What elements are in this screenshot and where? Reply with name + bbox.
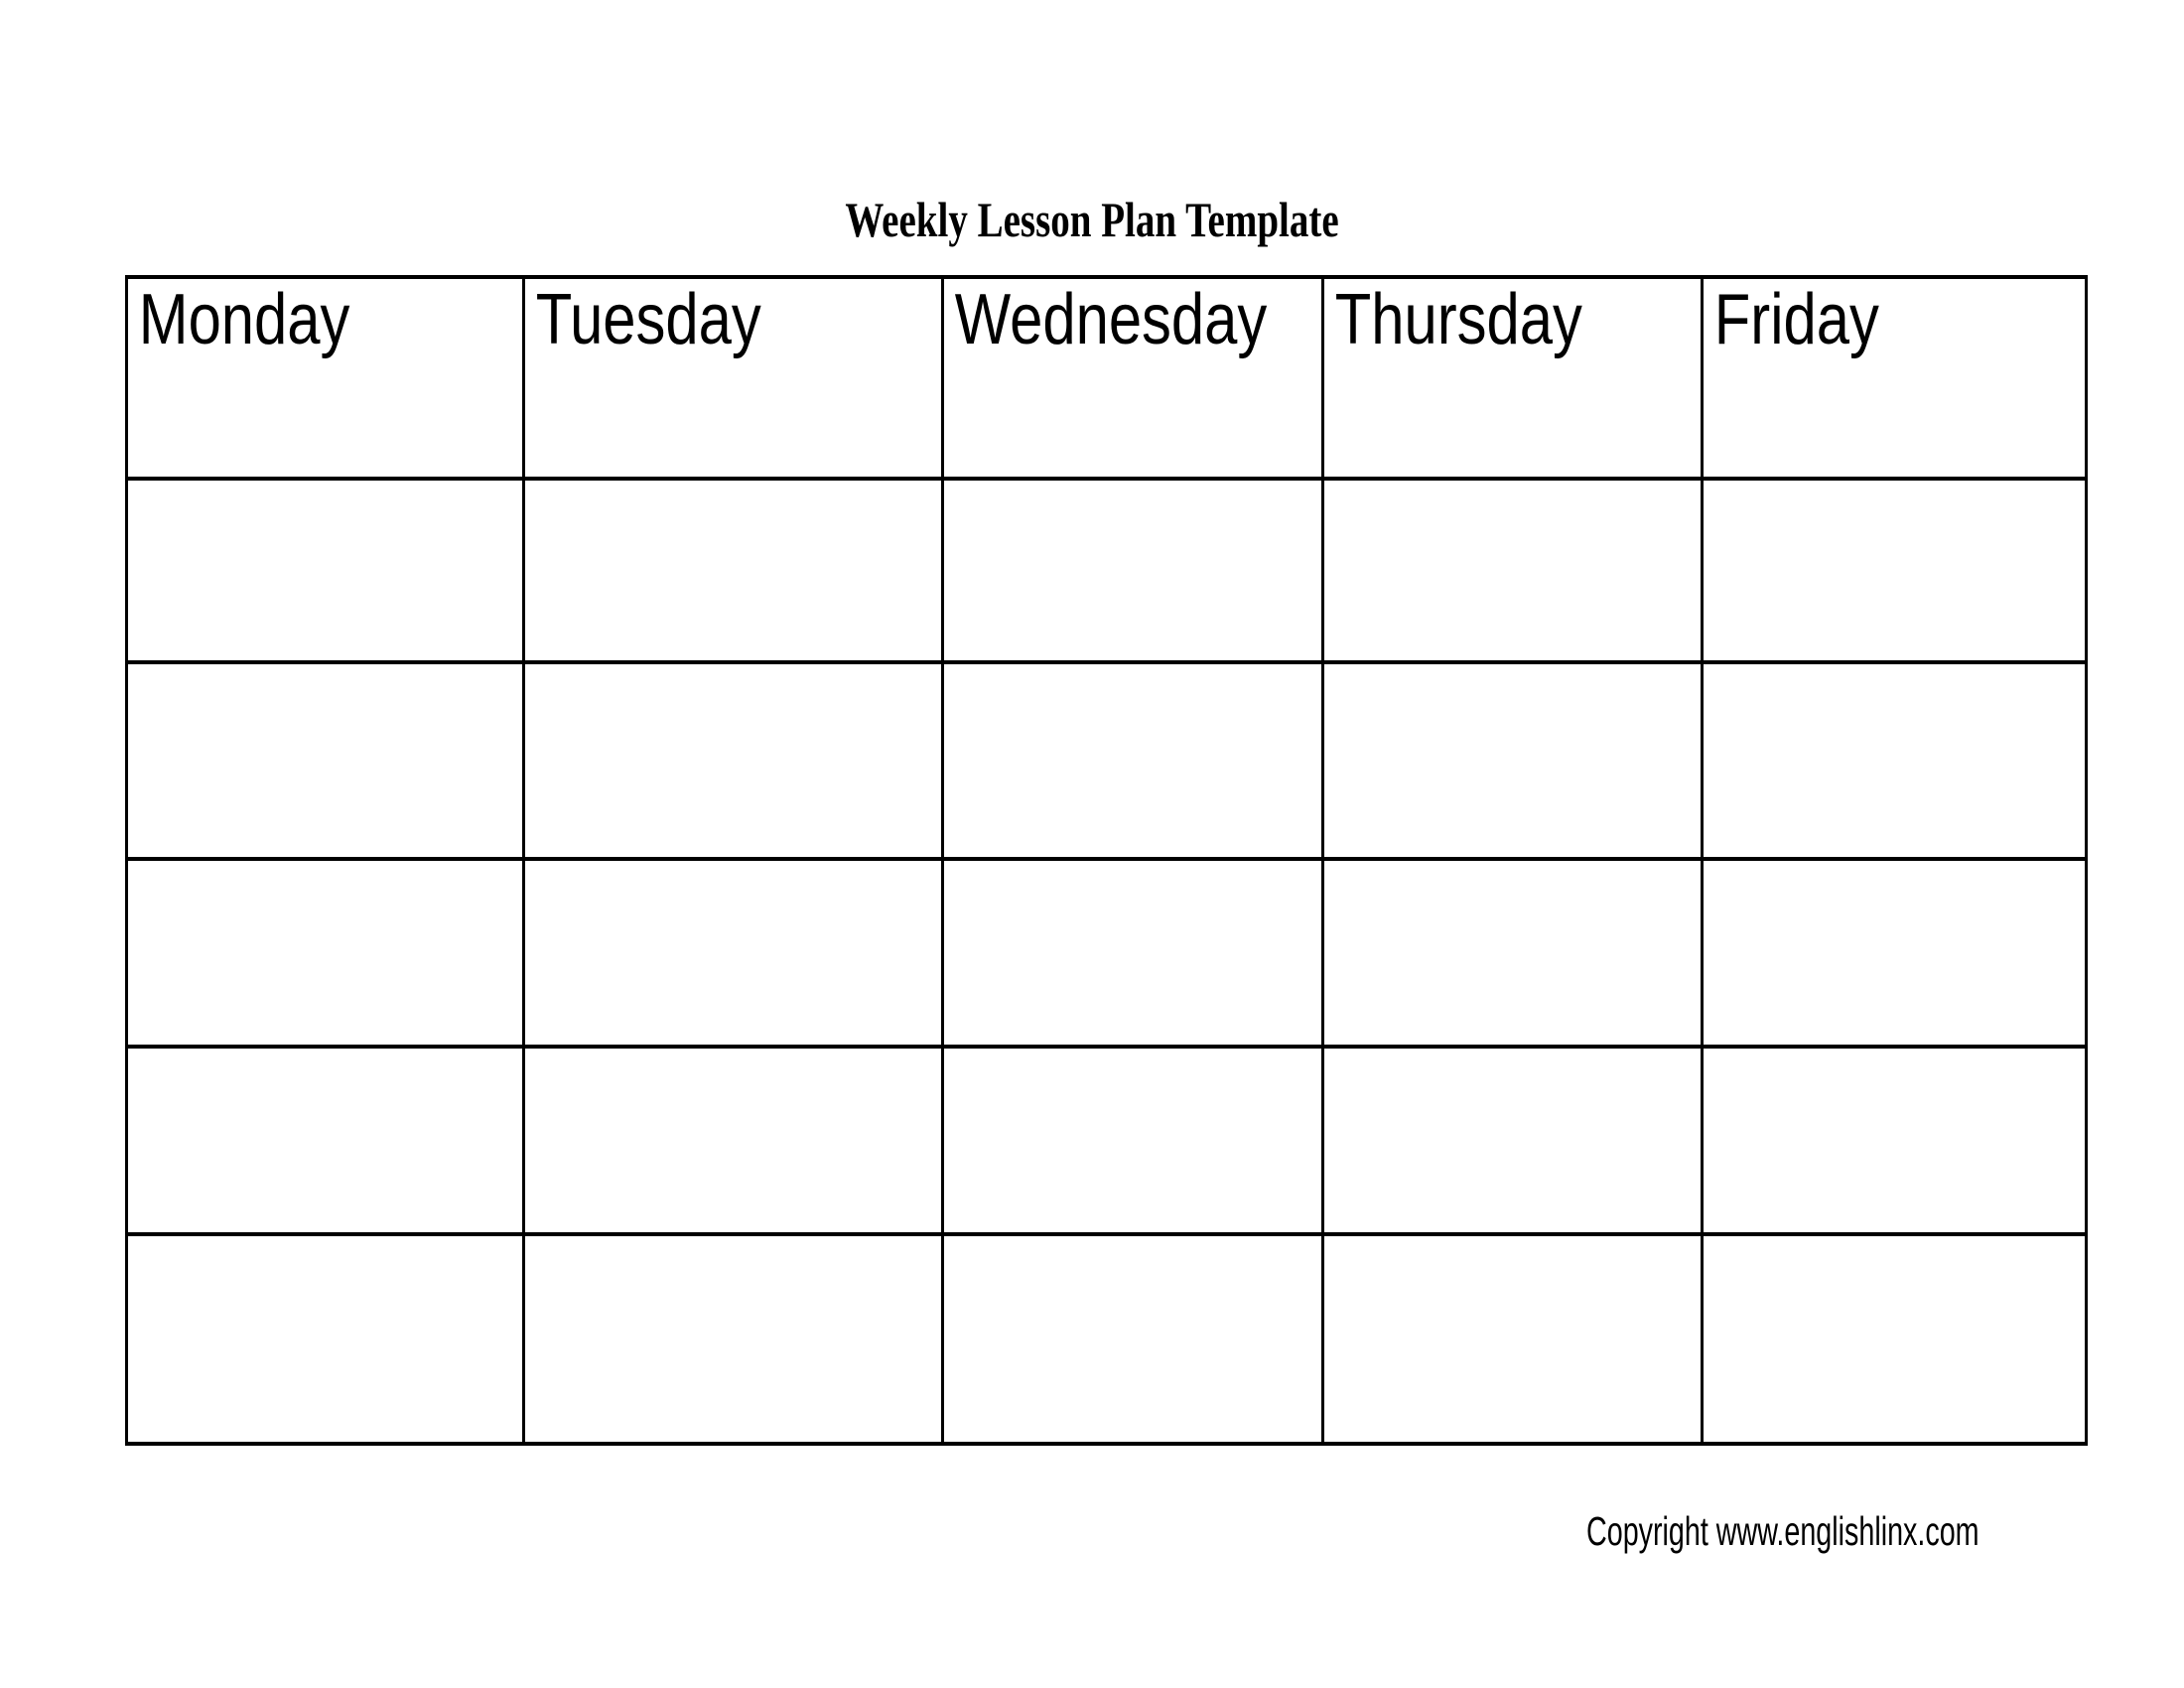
header-cell-friday: [1703, 277, 2087, 479]
header-label-monday: Monday: [138, 280, 350, 359]
empty-cell: [524, 1047, 943, 1234]
empty-cell: [943, 859, 1323, 1047]
empty-cell: [127, 1047, 524, 1234]
empty-cell: [943, 1234, 1323, 1444]
empty-cell: [524, 859, 943, 1047]
header-cell-monday: [127, 277, 524, 479]
header-cell-thursday: [1323, 277, 1703, 479]
header-cell-wednesday: [943, 277, 1323, 479]
table-header-row: [127, 277, 2087, 479]
empty-cell: [524, 662, 943, 859]
empty-cell: [524, 479, 943, 662]
header-label-thursday: Thursday: [1334, 280, 1582, 359]
empty-cell: [524, 1234, 943, 1444]
header-label-tuesday: Tuesday: [535, 280, 761, 359]
empty-cell: [127, 662, 524, 859]
empty-cell: [943, 479, 1323, 662]
empty-cell: [127, 1234, 524, 1444]
copyright-text: Copyright www.englishlinx.com: [1586, 1508, 1979, 1554]
header-cell-tuesday: [524, 277, 943, 479]
header-label-friday: Friday: [1713, 280, 1879, 359]
empty-cell: [1703, 479, 2087, 662]
table-row: [127, 859, 2087, 1047]
empty-cell: [1323, 479, 1703, 662]
empty-cell: [1323, 1047, 1703, 1234]
header-label-wednesday: Wednesday: [954, 280, 1268, 359]
empty-cell: [127, 859, 524, 1047]
empty-cell: [1323, 1234, 1703, 1444]
table-row: [127, 1234, 2087, 1444]
empty-cell: [127, 479, 524, 662]
empty-cell: [1703, 1234, 2087, 1444]
empty-cell: [1703, 859, 2087, 1047]
table-row: [127, 479, 2087, 662]
empty-cell: [1703, 662, 2087, 859]
table-row: [127, 1047, 2087, 1234]
empty-cell: [1323, 859, 1703, 1047]
empty-cell: [1703, 1047, 2087, 1234]
weekly-plan-table: [125, 275, 2088, 1446]
page-title: Weekly Lesson Plan Template: [845, 192, 1339, 247]
table-row: [127, 662, 2087, 859]
empty-cell: [943, 662, 1323, 859]
empty-cell: [943, 1047, 1323, 1234]
empty-cell: [1323, 662, 1703, 859]
